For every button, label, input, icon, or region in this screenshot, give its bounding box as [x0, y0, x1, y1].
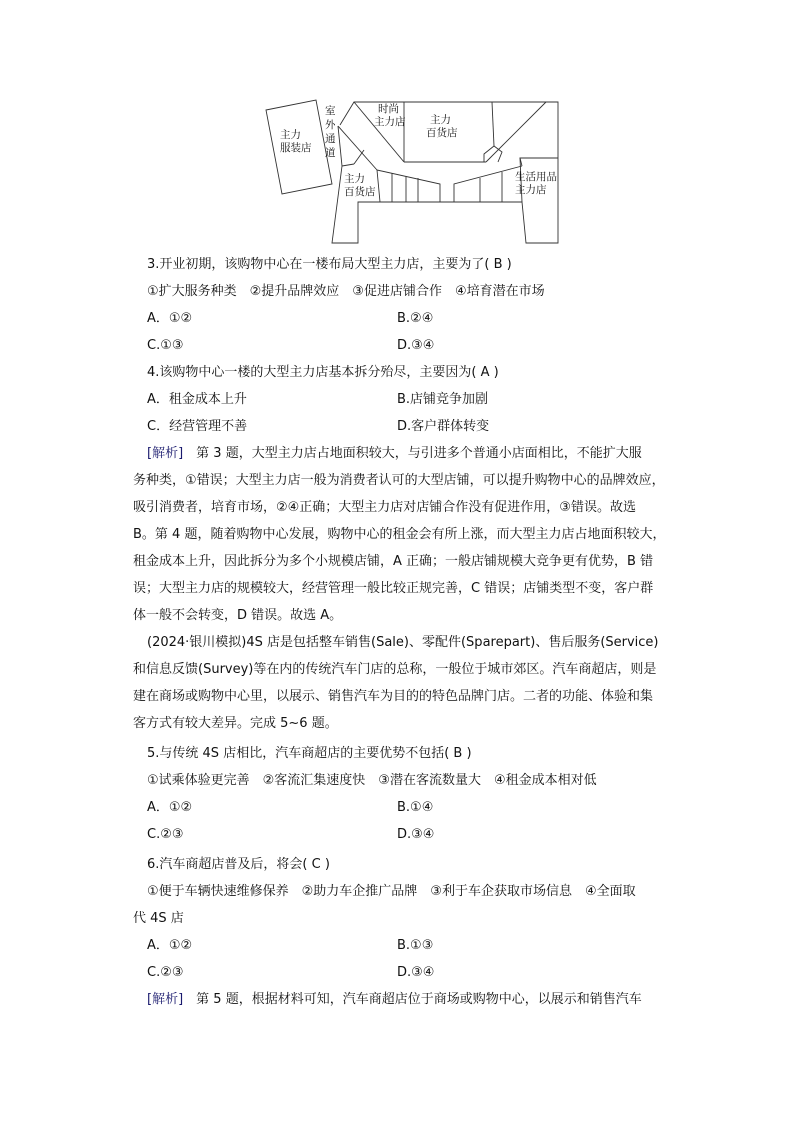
q3-items: ①扩大服务种类 ②提升品牌效应 ③促进店铺合作 ④培育潜在市场 — [147, 284, 545, 299]
label-fashion-anchor-2: 主力店 — [374, 116, 406, 128]
mall-floor-plan-diagram — [262, 98, 562, 248]
q6-items-line-1: ①便于车辆快速维修保养 ②助力车企推广品牌 ③利于车企获取市场信息 ④全面取 — [147, 884, 636, 899]
label-clothing-anchor-1: 主力 — [280, 129, 301, 141]
q3-option-c: C.①③ — [147, 338, 184, 353]
label-dept-store-top-2: 百货店 — [426, 127, 458, 139]
q5-stem: 5.与传统 4S 店相比，汽车商超店的主要优势不包括( B ) — [147, 746, 472, 761]
q6-items-line-2: 代 4S 店 — [133, 911, 184, 926]
q5-items: ①试乘体验更完善 ②客流汇集速度快 ③潜在客流数量大 ④租金成本相对低 — [147, 773, 597, 788]
label-outdoor-corridor-1: 室 — [325, 105, 336, 117]
material-line-2: 和信息反馈(Survey)等在内的传统汽车门店的总称，一般位于城市郊区。汽车商超店，则是 — [133, 662, 657, 677]
q3-option-b: B.②④ — [397, 311, 434, 326]
label-outdoor-corridor-4: 道 — [325, 147, 336, 159]
q3-option-d: D.③④ — [397, 338, 435, 353]
analysis1-line-1 — [147, 441, 677, 468]
material-line-4: 客方式有较大差异。完成 5~6 题。 — [133, 716, 338, 731]
label-daily-goods-anchor-1: 生活用品 — [515, 171, 557, 183]
q6-option-d: D.③④ — [397, 965, 435, 980]
q6-option-a: A．①② — [147, 938, 193, 953]
analysis1-line-3: 吸引消费者，培育市场，②④正确；大型主力店对店铺合作没有促进作用，③错误。故选 — [133, 500, 636, 515]
label-daily-goods-anchor-2: 主力店 — [515, 184, 547, 196]
q4-option-b: B.店铺竞争加剧 — [397, 392, 489, 407]
analysis2-line-1 — [147, 987, 677, 1014]
label-outdoor-corridor-3: 通 — [325, 133, 336, 145]
label-dept-store-left-2: 百货店 — [344, 186, 376, 198]
q5-option-d: D.③④ — [397, 827, 435, 842]
analysis2-label: [解析] — [147, 992, 184, 1007]
analysis1-line-6: 误；大型主力店的规模较大，经营管理一般比较正规完善，C 错误；店铺类型不变，客户群 — [133, 581, 654, 596]
floor-plan-svg — [262, 98, 562, 248]
material-line-1: (2024·银川模拟)4S 店是包括整车销售(Sale)、零配件(Sparepart)、售后服务(Service) — [147, 635, 659, 650]
label-clothing-anchor-2: 服装店 — [280, 142, 312, 154]
q6-option-b: B.①③ — [397, 938, 434, 953]
q4-stem: 4.该购物中心一楼的大型主力店基本拆分殆尽，主要因为( A ) — [147, 365, 499, 380]
analysis1-line-7: 体一般不会转变，D 错误。故选 A。 — [133, 608, 343, 623]
q4-option-c: C．经营管理不善 — [147, 419, 248, 434]
material-line-3: 建在商场或购物中心里，以展示、销售汽车为目的的特色品牌门店。二者的功能、体验和集 — [133, 689, 654, 704]
q5-option-b: B.①④ — [397, 800, 434, 815]
analysis1-line-4: B。第 4 题，随着购物中心发展，购物中心的租金会有所上涨，而大型主力店占地面积较大， — [133, 527, 666, 542]
analysis1-text-1: 第 3 题，大型主力店占地面积较大，与引进多个普通小店面相比，不能扩大服 — [183, 446, 642, 461]
analysis1-line-5: 租金成本上升，因此拆分为多个小规模店铺，A 正确；一般店铺规模大竞争更有优势，B 错 — [133, 554, 654, 569]
label-fashion-anchor-1: 时尚 — [378, 103, 399, 115]
q5-option-c: C.②③ — [147, 827, 184, 842]
q3-option-a: A．①② — [147, 311, 193, 326]
diagram-labels — [280, 102, 557, 198]
analysis-label: [解析] — [147, 446, 184, 461]
label-outdoor-corridor-2: 外 — [325, 119, 336, 131]
q5-option-a: A．①② — [147, 800, 193, 815]
analysis1-line-2: 务种类，①错误；大型主力店一般为消费者认可的大型店铺，可以提升购物中心的品牌效应， — [133, 473, 665, 488]
q6-stem: 6.汽车商超店普及后，将会( C ) — [147, 857, 330, 872]
q4-option-d: D.客户群体转变 — [397, 419, 490, 434]
q6-option-c: C.②③ — [147, 965, 184, 980]
label-dept-store-left-1: 主力 — [344, 173, 365, 185]
q3-stem: 3.开业初期，该购物中心在一楼布局大型主力店，主要为了( B ) — [147, 257, 512, 272]
q4-option-a: A．租金成本上升 — [147, 392, 247, 407]
label-dept-store-top-1: 主力 — [430, 114, 451, 126]
analysis2-text-1: 第 5 题，根据材料可知，汽车商超店位于商场或购物中心，以展示和销售汽车 — [183, 992, 642, 1007]
